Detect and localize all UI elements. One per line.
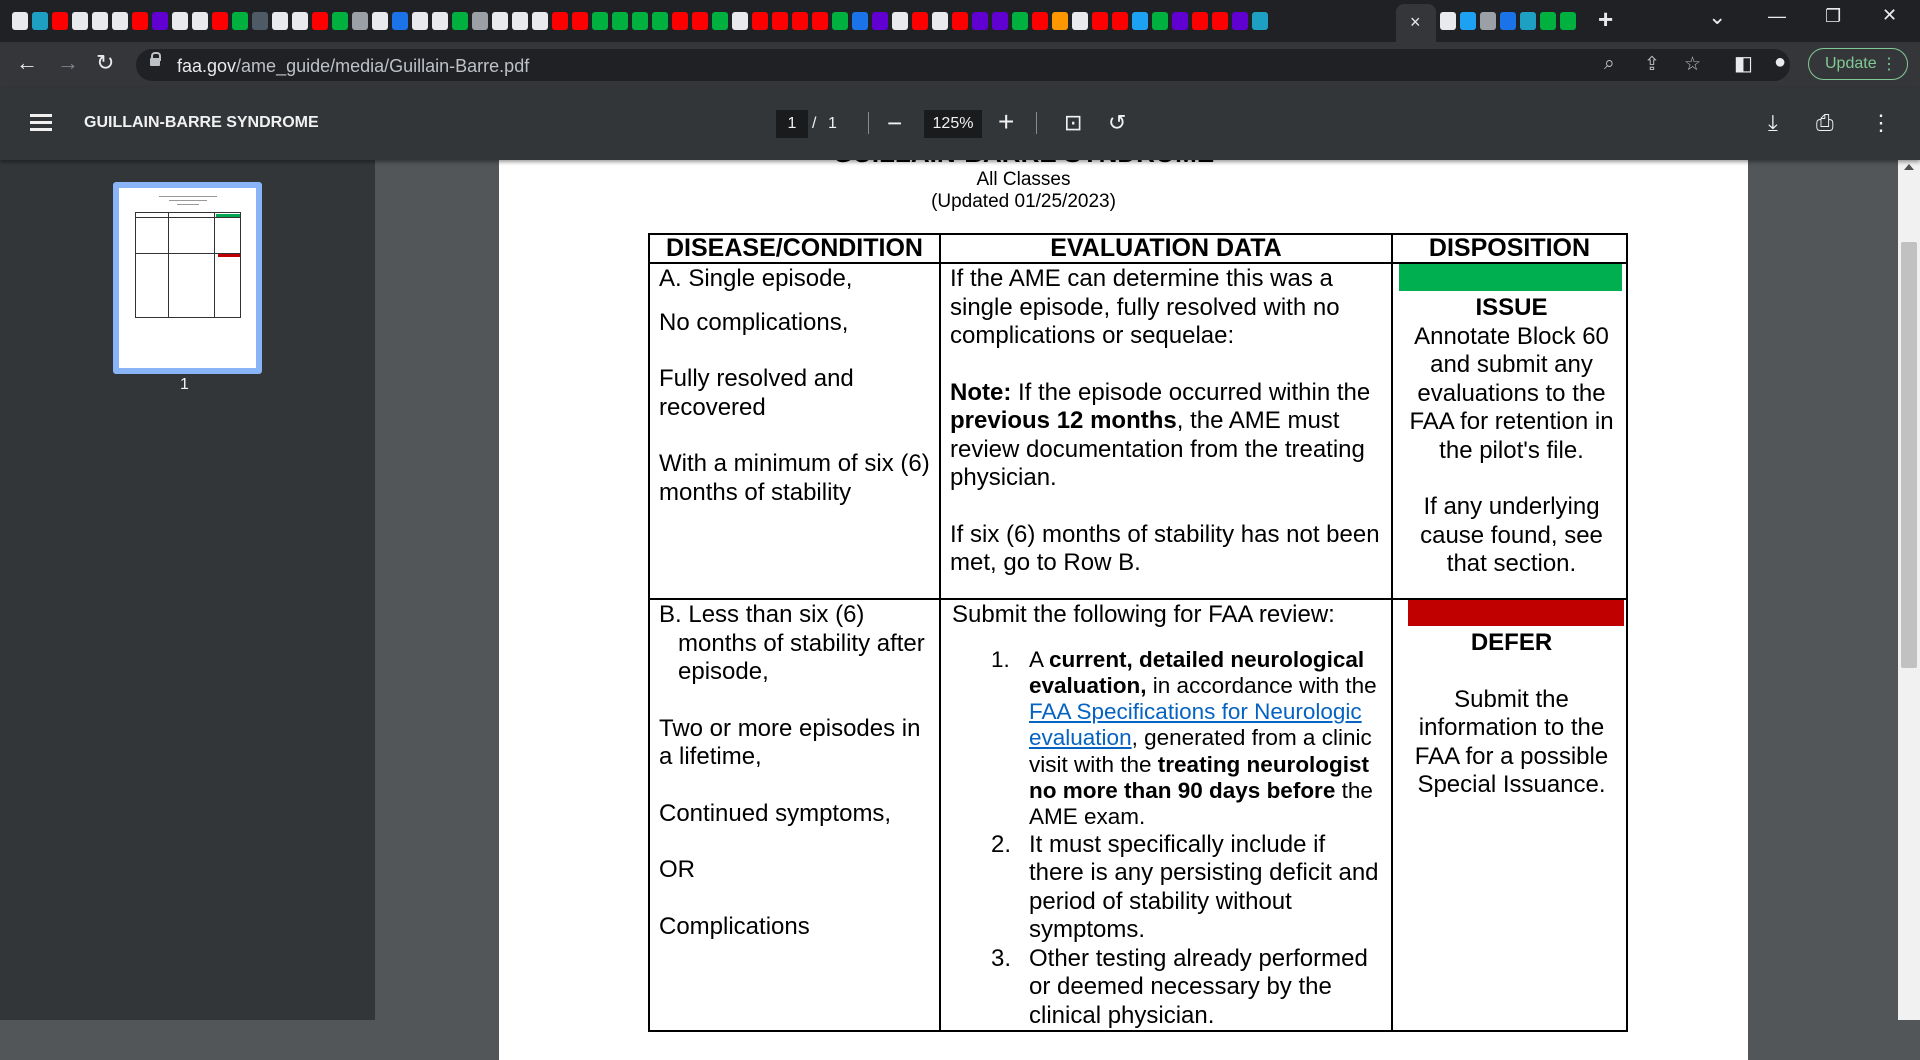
text: B. Less than six (6): [659, 601, 865, 628]
share-icon[interactable]: ⇪: [1644, 54, 1660, 75]
tab-favicon-icon[interactable]: [1112, 12, 1128, 30]
tab-favicon-icon[interactable]: [232, 12, 248, 30]
page-thumbnail[interactable]: [113, 182, 262, 374]
tab-favicon-icon[interactable]: [1440, 12, 1456, 30]
page-total: 1: [828, 115, 837, 132]
tab-favicon-icon[interactable]: [1032, 12, 1048, 30]
scrollbar-thumb[interactable]: [1901, 242, 1917, 668]
tab-favicon-icon[interactable]: [672, 12, 688, 30]
tab-favicon-icon[interactable]: [832, 12, 848, 30]
text: Other testing already performed or deemed necessary by the clinical physician.: [1029, 944, 1368, 1029]
fit-page-icon[interactable]: ⊡: [1064, 110, 1083, 135]
close-tab-icon[interactable]: ×: [1410, 12, 1421, 32]
tab-favicon-icon[interactable]: [852, 12, 868, 30]
page-separator: /: [812, 115, 817, 132]
tab-favicon-icon[interactable]: [972, 12, 988, 30]
list-number: 2.: [991, 830, 1012, 858]
text: OR: [659, 856, 695, 883]
row-a-disposition: [1392, 263, 1627, 599]
list-number: 3.: [991, 944, 1012, 972]
table-header-row: [649, 234, 1627, 263]
vertical-scrollbar[interactable]: [1898, 160, 1920, 1020]
menu-icon[interactable]: [30, 114, 52, 135]
document-updated: (Updated 01/25/2023): [931, 191, 1116, 212]
browser-tab-bar: [0, 0, 1920, 42]
defer-color-bar: [1408, 600, 1624, 626]
tab-favicon-icon[interactable]: [652, 12, 668, 30]
disposition-table: [648, 233, 1628, 1032]
active-tab[interactable]: [1396, 4, 1436, 42]
profile-icon[interactable]: ●: [1774, 51, 1787, 73]
text: Continued symptoms,: [659, 799, 892, 827]
requirements-list: [952, 647, 1383, 1031]
tab-favicon-icon[interactable]: [612, 12, 628, 30]
tab-favicon-icon[interactable]: [952, 12, 968, 30]
toolbar-divider: [868, 112, 869, 134]
tab-favicon-icon[interactable]: [592, 12, 608, 30]
issue-heading: ISSUE: [1475, 294, 1548, 321]
tab-favicon-icon[interactable]: [812, 12, 828, 30]
tab-favicon-icon[interactable]: [392, 12, 408, 30]
tab-favicon-icon[interactable]: [1212, 12, 1228, 30]
tab-favicon-icon[interactable]: [1480, 12, 1496, 30]
tab-favicon-icon[interactable]: [872, 12, 888, 30]
thumbnail-sidebar: [0, 160, 375, 1020]
tab-favicon-icon[interactable]: [252, 12, 268, 30]
side-panel-icon[interactable]: ◧: [1734, 53, 1753, 75]
browser-toolbar: [0, 42, 1920, 88]
tab-favicon-icon[interactable]: [472, 12, 488, 30]
text: months of stability after episode,: [678, 629, 925, 685]
lock-icon[interactable]: [150, 57, 160, 69]
tab-favicon-icon[interactable]: [292, 12, 308, 30]
tab-favicon-icon[interactable]: [1560, 12, 1576, 30]
tab-favicon-icon[interactable]: [272, 12, 288, 30]
back-icon[interactable]: ←: [16, 50, 38, 75]
scroll-up-arrow[interactable]: [1904, 164, 1914, 170]
text: treating neurologist no more than 90 days before: [1029, 751, 1370, 803]
tab-favicon-icon[interactable]: [792, 12, 808, 30]
zoom-in-button[interactable]: +: [998, 106, 1015, 137]
tab-favicon-icon[interactable]: [1252, 12, 1268, 30]
tab-favicon-icon[interactable]: [1172, 12, 1188, 30]
tab-favicon-icon[interactable]: [132, 12, 148, 30]
tab-favicon-icon[interactable]: [992, 12, 1008, 30]
text: , generated from a clinic visit with the: [1029, 725, 1372, 777]
header-disposition: DISPOSITION: [1392, 234, 1627, 263]
list-item: [952, 647, 1383, 831]
tab-favicon-icon[interactable]: [552, 12, 568, 30]
tab-favicon-icon[interactable]: [192, 12, 208, 30]
text: A: [1029, 646, 1050, 672]
tab-favicon-icon[interactable]: [452, 12, 468, 30]
url-text[interactable]: faa.gov/ame_guide/media/Guillain-Barre.pdf: [177, 56, 530, 76]
download-icon[interactable]: ⤓: [1768, 110, 1778, 135]
list-item: [952, 945, 1383, 1031]
text: current, detailed neurological evaluation,: [1029, 646, 1365, 698]
close-window-button[interactable]: ✕: [1882, 5, 1898, 25]
defer-heading: DEFER: [1470, 629, 1553, 656]
new-tab-button[interactable]: +: [1598, 4, 1614, 34]
tab-favicon-icon[interactable]: [92, 12, 108, 30]
document-classes: All Classes: [976, 169, 1071, 190]
tab-favicon-icon[interactable]: [152, 12, 168, 30]
tab-strip-right[interactable]: [1438, 9, 1568, 33]
row-b-disposition: [1392, 599, 1627, 1031]
text: If the episode occurred within the: [1011, 378, 1371, 406]
restore-button[interactable]: ❐: [1825, 6, 1842, 26]
text: No complications,: [659, 308, 849, 336]
text: the AME exam.: [1029, 777, 1373, 830]
text: With a minimum of six (6) months of stability: [659, 450, 930, 506]
tab-favicon-icon[interactable]: [72, 12, 88, 30]
zoom-input[interactable]: 125%: [924, 110, 982, 138]
tab-favicon-icon[interactable]: [1520, 12, 1536, 30]
tab-favicon-icon[interactable]: [312, 12, 328, 30]
tab-favicon-icon[interactable]: [532, 12, 548, 30]
note-paragraph: [950, 379, 1383, 493]
tab-favicon-icon[interactable]: [1092, 12, 1108, 30]
tab-strip[interactable]: [10, 9, 1540, 33]
tab-favicon-icon[interactable]: [1012, 12, 1028, 30]
note-label: Note:: [950, 378, 1012, 406]
print-icon[interactable]: ⎙: [1816, 110, 1834, 135]
tab-favicon-icon[interactable]: [12, 12, 28, 30]
text: Two or more episodes in a lifetime,: [659, 714, 921, 770]
neurologic-specifications-link[interactable]: FAA Specifications for Neurologic evaluation: [1029, 699, 1362, 751]
tab-search-icon[interactable]: ⌄: [1708, 4, 1727, 29]
text: Annotate Block 60 and submit any evaluations to the FAA for retention in the pilot's file.: [1409, 322, 1614, 464]
row-b-evaluation: [940, 599, 1392, 1031]
tab-favicon-icon[interactable]: [512, 12, 528, 30]
text: in accordance with the: [1146, 672, 1377, 698]
tab-favicon-icon[interactable]: [32, 12, 48, 30]
tab-favicon-icon[interactable]: [932, 12, 948, 30]
tab-favicon-icon[interactable]: [732, 12, 748, 30]
pdf-page: [499, 160, 1748, 1060]
tab-favicon-icon[interactable]: [112, 12, 128, 30]
tab-favicon-icon[interactable]: [892, 12, 908, 30]
tab-favicon-icon[interactable]: [1072, 12, 1088, 30]
list-number: 1.: [991, 646, 1010, 672]
tab-favicon-icon[interactable]: [632, 12, 648, 30]
row-b-condition: [649, 599, 940, 1031]
pdf-title: GUILLAIN-BARRE SYNDROME: [84, 114, 319, 131]
pdf-viewport[interactable]: [375, 160, 1898, 1029]
row-a-evaluation: [940, 263, 1392, 599]
page-number-input[interactable]: 1: [776, 110, 808, 138]
more-actions-icon[interactable]: ⋮: [1870, 110, 1892, 135]
zoom-out-button[interactable]: −: [887, 108, 903, 138]
tab-favicon-icon[interactable]: [172, 12, 188, 30]
row-a-condition: [649, 263, 940, 599]
text: A. Single episode,: [659, 265, 853, 292]
zoom-icon[interactable]: ⌕: [1604, 53, 1615, 74]
thumbnail-page-number: 1: [180, 376, 189, 393]
reload-icon[interactable]: ↻: [96, 50, 115, 75]
tab-favicon-icon[interactable]: [52, 12, 68, 30]
tab-favicon-icon[interactable]: [912, 12, 928, 30]
rotate-icon[interactable]: ↺: [1108, 110, 1127, 135]
issue-color-bar: [1399, 264, 1622, 291]
tab-favicon-icon[interactable]: [692, 12, 708, 30]
table-row: [649, 599, 1627, 1031]
text: previous 12 months: [950, 407, 1177, 434]
tab-favicon-icon[interactable]: [332, 12, 348, 30]
tab-favicon-icon[interactable]: [1460, 12, 1476, 30]
text: If the AME can determine this was a single episode, fully resolved with no complications or sequelae:: [950, 265, 1340, 349]
tab-favicon-icon[interactable]: [1232, 12, 1248, 30]
minimize-button[interactable]: —: [1768, 6, 1786, 26]
tab-favicon-icon[interactable]: [772, 12, 788, 30]
toolbar-divider: [1036, 112, 1037, 134]
text: , the AME must review documentation from the treating physician.: [950, 407, 1365, 491]
list-item: [952, 831, 1383, 945]
tab-favicon-icon[interactable]: [572, 12, 588, 30]
tab-favicon-icon[interactable]: [412, 12, 428, 30]
tab-favicon-icon[interactable]: [1500, 12, 1516, 30]
tab-favicon-icon[interactable]: [372, 12, 388, 30]
text: It must specifically include if there is any persisting deficit and period of stability without symptoms.: [1029, 830, 1379, 944]
address-bar[interactable]: [136, 49, 1790, 81]
update-label: Update: [1825, 55, 1877, 72]
tab-favicon-icon[interactable]: [1192, 12, 1208, 30]
tab-favicon-icon[interactable]: [1152, 12, 1168, 30]
text: If six (6) months of stability has not been met, go to Row B.: [950, 520, 1380, 576]
text: Fully resolved and recovered: [659, 365, 854, 421]
text: Submit the following for FAA review:: [952, 601, 1335, 628]
bookmark-star-icon[interactable]: ☆: [1684, 54, 1702, 75]
header-evaluation: EVALUATION DATA: [940, 234, 1392, 263]
header-condition: DISEASE/CONDITION: [649, 234, 940, 263]
tab-favicon-icon[interactable]: [752, 12, 768, 30]
menu-dots-icon[interactable]: ⋮: [1881, 56, 1897, 73]
tab-favicon-icon[interactable]: [492, 12, 508, 30]
tab-favicon-icon[interactable]: [212, 12, 228, 30]
tab-favicon-icon[interactable]: [1052, 12, 1068, 30]
table-row: [649, 263, 1627, 599]
tab-favicon-icon[interactable]: [352, 12, 368, 30]
forward-icon[interactable]: →: [57, 50, 79, 75]
text: Complications: [659, 912, 810, 940]
tab-favicon-icon[interactable]: [432, 12, 448, 30]
tab-favicon-icon[interactable]: [1132, 12, 1148, 30]
tab-favicon-icon[interactable]: [712, 12, 728, 30]
tab-favicon-icon[interactable]: [1540, 12, 1556, 30]
pdf-toolbar: [0, 88, 1920, 160]
text: If any underlying cause found, see that section.: [1420, 493, 1603, 577]
update-button[interactable]: [1808, 48, 1908, 80]
text: Submit the information to the FAA for a possible Special Issuance.: [1414, 685, 1609, 798]
